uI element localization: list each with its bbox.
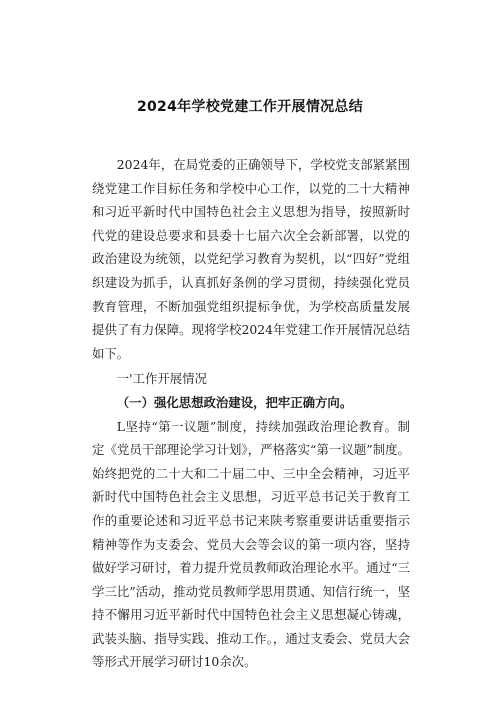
section-heading: 一'工作开展情况 <box>116 371 207 387</box>
point-1-paragraph: L坚持“第一议题”制度，持续加强政治理论教育。制定《党员干部理论学习计划》，严格落实“第一议题”制度。始终把党的二十大和二十届二中、三中全会精神，习近平新时代中国特色社会主义思想，习近平总书记关于教育工作的重要论述和习近平总书记来陕考察重要讲话重要指示精神等作为支委会、党员大会等会议的第一项内容，坚持做好学习研讨，着力提升党员教师政治理论水平。通过“三学三比”活动，推动党员教师学思用贯通、知信行统一，坚持不懈用习近平新时代中国特色社会主义思想凝心铸魂，武装头脑、指导实践、推动工作。，通过支委会、党员大会等形式开展学习研讨10余次。 <box>92 418 410 670</box>
document-body <box>92 153 410 674</box>
subsection-heading: （一）强化思想政治建设，把牢正确方向。 <box>116 394 353 410</box>
document-title: 2024年学校党建工作开展情况总结 <box>136 99 364 115</box>
intro-paragraph: 2024年，在局党委的正确领导下，学校党支部紧紧围绕党建工作目标任务和学校中心工作，以党的二十大精神和习近平新时代中国特色社会主义思想为指导，按照新时代党的建设总要求和县委十七届六次全会新部署，以党的政治建设为统领，以党纪学习教育为契机，以“四好”党组织建设为抓手，认真抓好条例的学习贯彻，持续强化党员教育管理，不断加强党组织提标争优，为学校高质量发展提供了有力保障。现将学校2024年党建工作开展情况总结如下。 <box>92 157 410 361</box>
